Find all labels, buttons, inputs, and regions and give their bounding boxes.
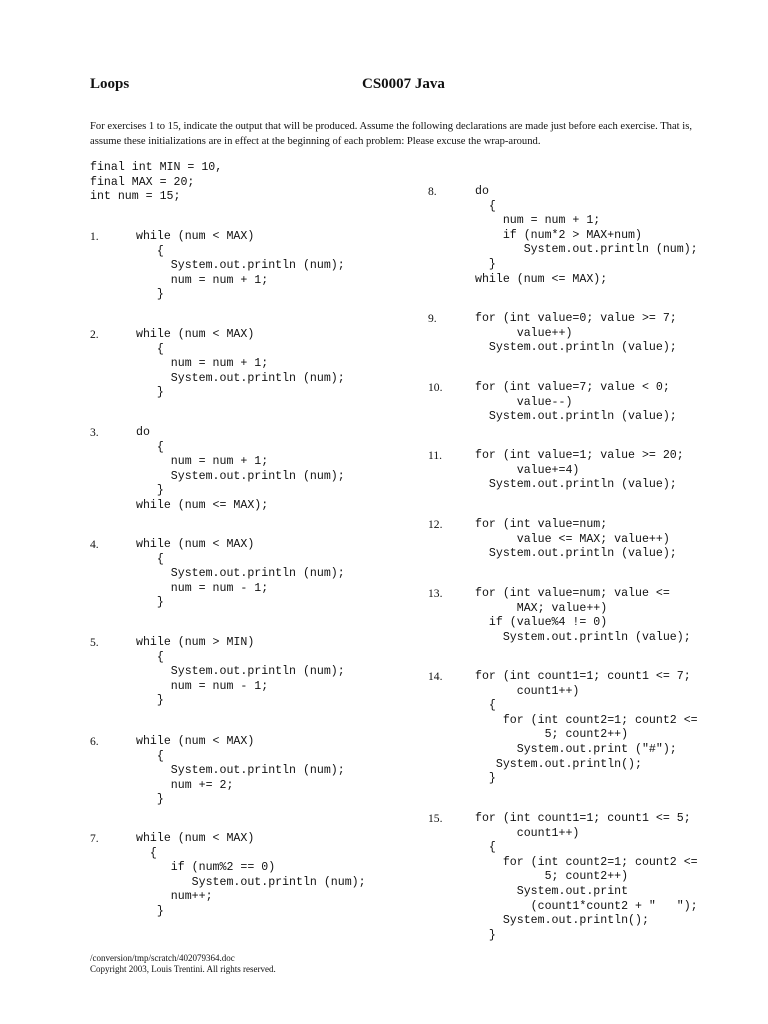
exercise-number: 10. [428, 381, 443, 394]
document-title: Loops [90, 76, 130, 92]
copyright-notice: Copyright 2003, Louis Trentini. All rights reserved. [90, 964, 276, 974]
instructions-paragraph: For exercises 1 to 15, indicate the output that will be produced. Assume the following declarations are made just before each exercise. That is, assume these initializations are in effect at the beginning of each problem: Please excuse the wrap-around. [90, 121, 692, 147]
exercise-number: 12. [428, 518, 443, 531]
exercise-code: for (int value=0; value >= 7; value++) System.out.println (value); [475, 312, 677, 355]
exercise-code: do { num = num + 1; if (num*2 > MAX+num) System.out.println (num); } while (num <= MAX); [475, 185, 698, 286]
exercise-number: 11. [428, 449, 443, 462]
course-title: CS0007 Java [362, 76, 445, 92]
exercise-number: 8. [428, 185, 437, 198]
exercise-code: for (int count1=1; count1 <= 7; count1++) { for (int count2=1; count2 <= 5; count2++) System.out.print ("#"); System.out.println(); } [475, 670, 698, 786]
exercise-code: for (int value=7; value < 0; value--) System.out.println (value); [475, 381, 677, 424]
exercise-code: while (num < MAX) { System.out.println (num); num += 2; } [136, 735, 345, 807]
exercise-number: 7. [90, 832, 99, 845]
page-footer [90, 953, 276, 975]
exercise-code: for (int value=num; value <= MAX; value++) if (value%4 != 0) System.out.println (value); [475, 587, 691, 644]
exercise-number: 14. [428, 670, 443, 683]
exercise-code: while (num > MIN) { System.out.println (num); num = num - 1; } [136, 636, 345, 708]
exercise-code: while (num < MAX) { num = num + 1; System.out.println (num); } [136, 328, 345, 400]
exercise-number: 9. [428, 312, 437, 325]
declarations-code: final int MIN = 10, final MAX = 20; int num = 15; [90, 161, 223, 204]
exercise-code: do { num = num + 1; System.out.println (num); } while (num <= MAX); [136, 426, 345, 512]
exercise-number: 2. [90, 328, 99, 341]
exercise-code: while (num < MAX) { if (num%2 == 0) System.out.println (num); num++; } [136, 832, 366, 918]
exercise-number: 1. [90, 230, 99, 243]
exercise-number: 6. [90, 735, 99, 748]
exercise-number: 15. [428, 812, 443, 825]
file-path: /conversion/tmp/scratch/402079364.doc [90, 953, 235, 963]
exercise-code: for (int value=1; value >= 20; value+=4) System.out.println (value); [475, 449, 684, 492]
exercise-number: 4. [90, 538, 99, 551]
exercise-number: 3. [90, 426, 99, 439]
exercise-code: while (num < MAX) { System.out.println (num); num = num - 1; } [136, 538, 345, 610]
exercise-code: for (int count1=1; count1 <= 5; count1++) { for (int count2=1; count2 <= 5; count2++) System.out.print (count1*count2 + " "); System.out.println(); } [475, 812, 698, 942]
exercise-number: 5. [90, 636, 99, 649]
exercise-number: 13. [428, 587, 443, 600]
exercise-code: while (num < MAX) { System.out.println (num); num = num + 1; } [136, 230, 345, 302]
exercise-code: for (int value=num; value <= MAX; value++) System.out.println (value); [475, 518, 677, 561]
